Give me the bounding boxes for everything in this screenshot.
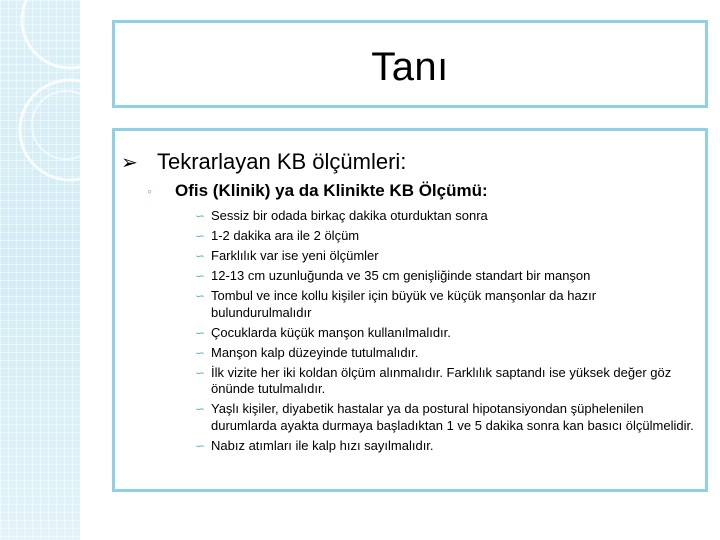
list-item bbox=[195, 288, 695, 321]
list-item bbox=[195, 248, 695, 265]
list-item bbox=[195, 345, 695, 362]
level2-text: Ofis (Klinik) ya da Klinikte KB Ölçümü: bbox=[175, 181, 488, 200]
list-item bbox=[195, 438, 695, 455]
curl-bullet-icon: ∽ bbox=[195, 289, 206, 303]
list-item-text: Sessiz bir odada birkaç dakika oturduktan sonra bbox=[211, 208, 488, 223]
list-item-text: Manşon kalp düzeyinde tutulmalıdır. bbox=[211, 344, 419, 360]
circle-bullet-icon: ◦ bbox=[147, 183, 152, 199]
list-item bbox=[195, 365, 695, 398]
title-box bbox=[112, 20, 708, 108]
curl-bullet-icon: ∽ bbox=[195, 365, 206, 380]
list-item-text: Farklılık var ise yeni ölçümler bbox=[211, 248, 379, 263]
curl-bullet-icon: ∽ bbox=[195, 402, 206, 416]
curl-bullet-icon: ∽ bbox=[195, 345, 206, 360]
curl-bullet-icon: ∽ bbox=[195, 209, 206, 223]
content-box bbox=[112, 128, 708, 492]
list-item-text: 12-13 cm uzunluğunda ve 35 cm genişliğinde standart bir manşon bbox=[211, 268, 591, 283]
list-item bbox=[195, 401, 695, 434]
list-item-text: İlk vizite her iki koldan ölçüm alınmalıdır. Farklılık saptandı ise yüksek değer göz önünde tutulmalıdır. bbox=[211, 364, 672, 396]
level2-bullet-item bbox=[147, 181, 488, 201]
list-item bbox=[195, 268, 695, 285]
curl-bullet-icon: ∽ bbox=[195, 229, 206, 243]
arrow-bullet-icon: ➢ bbox=[121, 151, 138, 174]
list-item bbox=[195, 208, 695, 225]
list-item bbox=[195, 325, 695, 342]
level1-bullet-item bbox=[121, 149, 406, 175]
list-item-text: Yaşlı kişiler, diyabetik hastalar ya da postural hipotansiyondan şüphelenilen durumlarda ayakta durmaya başladıktan 1 ve 5 dakika sonra kan basıcı ölçülmelidir. bbox=[211, 401, 694, 433]
level1-text: Tekrarlayan KB ölçümleri: bbox=[157, 149, 407, 174]
list-item-text: Nabız atımları ile kalp hızı sayılmalıdır. bbox=[211, 437, 434, 453]
decorative-side-strip bbox=[0, 0, 80, 540]
list-item-text: Çocuklarda küçük manşon kullanılmalıdır. bbox=[211, 324, 451, 340]
curl-bullet-icon: ∽ bbox=[195, 249, 206, 263]
list-item-text: 1-2 dakika ara ile 2 ölçüm bbox=[211, 228, 360, 243]
decorative-circles bbox=[0, 0, 80, 540]
list-item bbox=[195, 228, 695, 245]
curl-bullet-icon: ∽ bbox=[195, 269, 206, 283]
list-item-text: Tombul ve ince kollu kişiler için büyük ve küçük manşonlar da hazır bulundurulmalıdır bbox=[211, 288, 597, 320]
curl-bullet-icon: ∽ bbox=[195, 325, 206, 340]
curl-bullet-icon: ∽ bbox=[195, 438, 206, 453]
level3-list bbox=[195, 208, 695, 458]
slide-title: Tanı bbox=[371, 45, 449, 89]
